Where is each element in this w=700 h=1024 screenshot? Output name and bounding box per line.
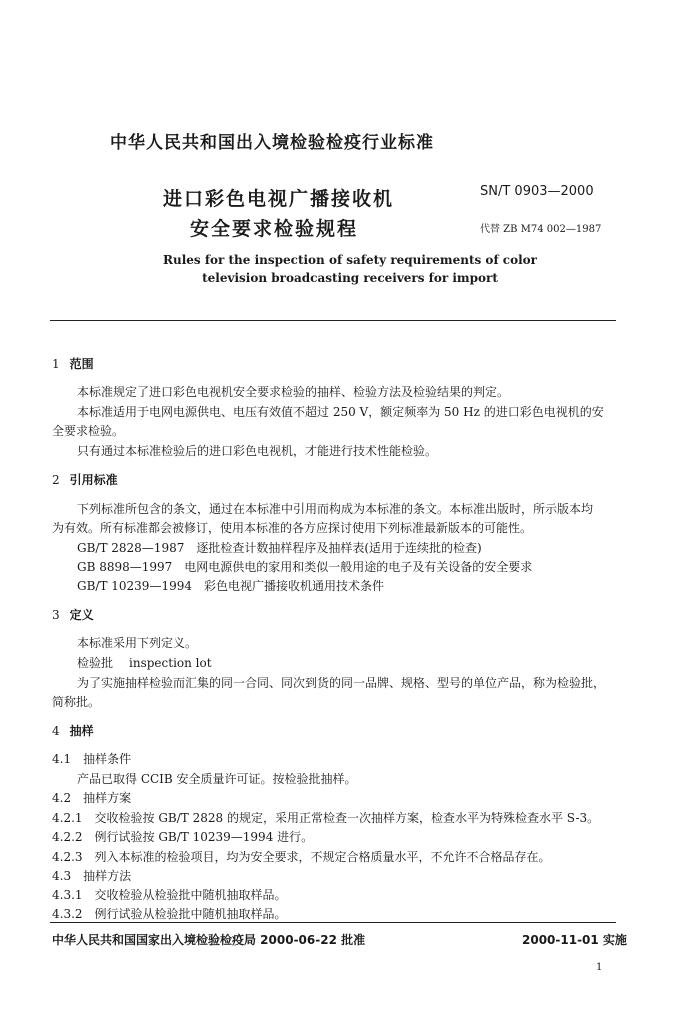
approval-date: 中华人民共和国国家出入境检验检疫局 2000-06-22 批准 — [52, 933, 366, 947]
clause-4-1: 4.1 抽样条件 — [52, 752, 132, 766]
section-heading-scope: 1 范围 — [52, 357, 94, 371]
implementation-date: 2000-11-01 实施 — [522, 933, 627, 947]
references-paragraph: 下列标准所包含的条文，通过在本标准中引用而构成为本标准的条文。本标准出版时，所示版本均 — [77, 502, 594, 516]
scope-paragraph-2: 本标准适用于电网电源供电、电压有效值不超过 250 V，额定频率为 50 Hz 的进口彩色电视机的安 — [77, 405, 604, 419]
scope-paragraph-2-cont: 全要求检验。 — [52, 424, 125, 438]
page-number: 1 — [596, 962, 603, 973]
english-title-line1: Rules for the inspection of safety requirements of color — [163, 253, 537, 267]
term-entry — [77, 654, 212, 671]
replaced-standard: 代替 ZB M74 002—1987 — [480, 224, 602, 235]
clause-4-3: 4.3 抽样方法 — [52, 869, 132, 883]
term-chinese: 检验批 — [77, 656, 114, 670]
clause-4-2-1: 4.2.1 交收检验按 GB/T 2828 的规定，采用正常检查一次抽样方案，检查水平为特殊检查水平 S-3。 — [52, 811, 600, 825]
term-definition: 为了实施抽样检验而汇集的同一合同、同次到货的同一品牌、规格、型号的单位产品，称为检验批， — [77, 676, 606, 690]
scope-paragraph-3: 只有通过本标准检验后的进口彩色电视机，才能进行技术性能检验。 — [77, 444, 438, 458]
footer-divider — [50, 922, 616, 923]
standard-category: 中华人民共和国出入境检验检疫行业标准 — [110, 133, 434, 153]
section-heading-sampling: 4 抽样 — [52, 724, 94, 738]
standard-number: SN/T 0903—2000 — [480, 184, 594, 199]
section-heading-references: 2 引用标准 — [52, 473, 118, 487]
clause-4-2-2: 4.2.2 例行试验按 GB/T 10239—1994 进行。 — [52, 830, 314, 844]
clause-4-1-text: 产品已取得 CCIB 安全质量许可证。按检验批抽样。 — [77, 772, 357, 786]
header-divider — [50, 320, 616, 321]
clause-4-2: 4.2 抽样方案 — [52, 791, 132, 805]
clause-4-3-2: 4.3.2 例行试验从检验批中随机抽取样品。 — [52, 907, 287, 921]
term-definition-cont: 简称批。 — [52, 695, 101, 709]
document-title-line2: 安全要求检验规程 — [190, 218, 359, 240]
reference-item: GB/T 2828—1987 逐批检查计数抽样程序及抽样表(适用于连续批的检查) — [77, 541, 482, 555]
english-title-line2: television broadcasting receivers for import — [202, 271, 498, 285]
reference-item: GB/T 10239—1994 彩色电视广播接收机通用技术条件 — [77, 579, 384, 593]
term-english: inspection lot — [129, 656, 212, 670]
clause-4-2-3: 4.2.3 列入本标准的检验项目，均为安全要求，不规定合格质量水平，不允许不合格品存在。 — [52, 850, 551, 864]
scope-paragraph-1: 本标准规定了进口彩色电视机安全要求检验的抽样、检验方法及检验结果的判定。 — [77, 385, 510, 399]
section-heading-definitions: 3 定义 — [52, 608, 94, 622]
document-title-line1: 进口彩色电视广播接收机 — [163, 188, 395, 210]
definitions-intro: 本标准采用下列定义。 — [77, 636, 198, 650]
references-paragraph-cont: 为有效。所有标准都会被修订，使用本标准的各方应探讨使用下列标准最新版本的可能性。 — [52, 521, 533, 535]
clause-4-3-1: 4.3.1 交收检验从检验批中随机抽取样品。 — [52, 888, 287, 902]
reference-item: GB 8898—1997 电网电源供电的家用和类似一般用途的电子及有关设备的安全要求 — [77, 560, 533, 574]
